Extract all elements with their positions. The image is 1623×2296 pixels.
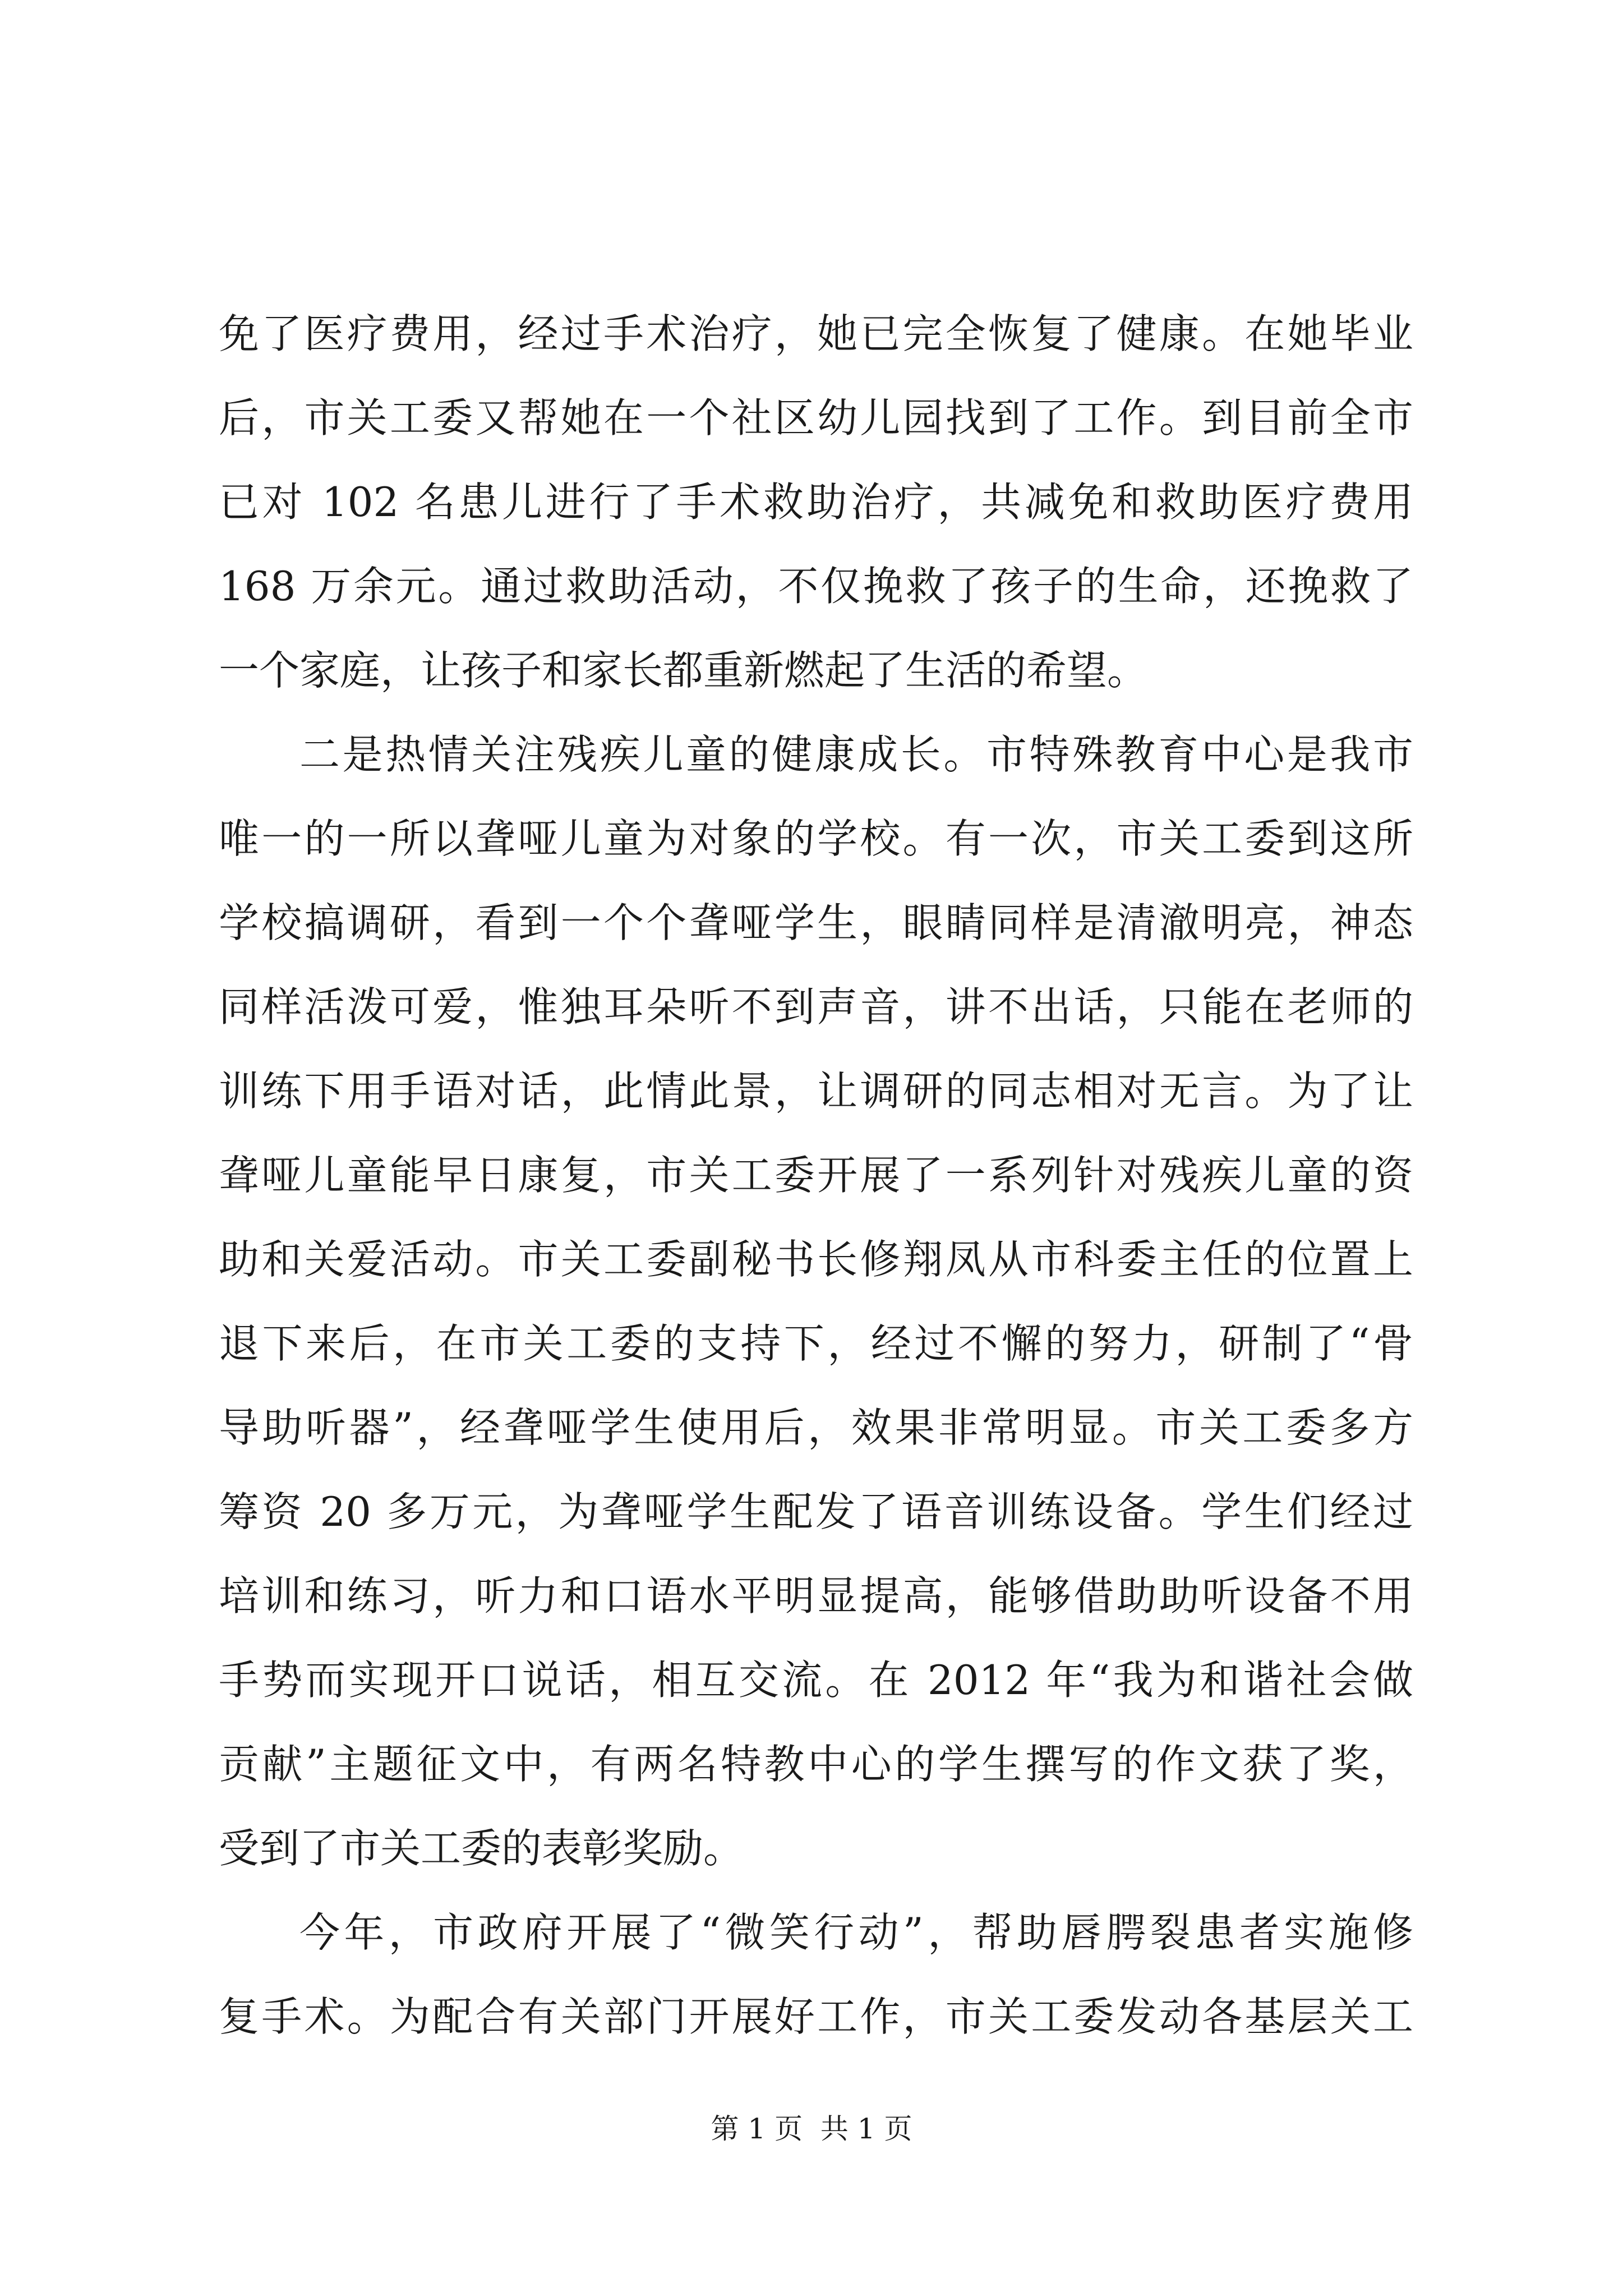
text-line: 后，市关工委又帮她在一个社区幼儿园找到了工作。到目前全市 <box>219 394 1413 441</box>
paragraph <box>219 292 1413 712</box>
text-line: 免了医疗费用，经过手术治疗，她已完全恢复了健康。在她毕业 <box>219 310 1413 357</box>
text-line: 唯一的一所以聋哑儿童为对象的学校。有一次，市关工委到这所 <box>219 815 1413 862</box>
paragraph <box>219 712 1413 1890</box>
text-line: 二是热情关注残疾儿童的健康成长。市特殊教育中心是我市 <box>299 731 1413 778</box>
text-line: 168 万余元。通过救助活动，不仅挽救了孩子的生命，还挽救了 <box>219 563 1413 610</box>
text-line: 贡献”主题征文中，有两名特教中心的学生撰写的作文获了奖， <box>219 1741 1413 1788</box>
text-line: 退下来后，在市关工委的支持下，经过不懈的努力，研制了“骨 <box>219 1320 1413 1367</box>
text-line: 助和关爱活动。市关工委副秘书长修翔凤从市科委主任的位置上 <box>219 1236 1413 1283</box>
body-text <box>219 292 1413 2059</box>
text-line: 培训和练习，听力和口语水平明显提高，能够借助助听设备不用 <box>219 1572 1413 1619</box>
paragraph <box>219 1890 1413 2059</box>
text-line: 已对 102 名患儿进行了手术救助治疗，共减免和救助医疗费用 <box>219 478 1413 526</box>
text-line: 导助听器”，经聋哑学生使用后，效果非常明显。市关工委多方 <box>219 1404 1413 1451</box>
text-line: 训练下用手语对话，此情此景，让调研的同志相对无言。为了让 <box>219 1068 1413 1115</box>
text-line: 聋哑儿童能早日康复，市关工委开展了一系列针对残疾儿童的资 <box>219 1152 1413 1199</box>
text-line: 学校搞调研，看到一个个聋哑学生，眼睛同样是清澈明亮，神态 <box>219 899 1413 946</box>
text-line: 一个家庭，让孩子和家长都重新燃起了生活的希望。 <box>219 647 1148 694</box>
text-line: 复手术。为配合有关部门开展好工作，市关工委发动各基层关工 <box>219 1993 1413 2040</box>
text-line: 筹资 20 多万元，为聋哑学生配发了语音训练设备。学生们经过 <box>219 1488 1413 1535</box>
page-number-text: 第 1 页 共 1 页 <box>711 2113 912 2145</box>
text-line: 今年，市政府开展了“微笑行动”，帮助唇腭裂患者实施修 <box>299 1909 1413 1956</box>
text-line: 受到了市关工委的表彰奖励。 <box>219 1825 744 1872</box>
text-line: 同样活泼可爱，惟独耳朵听不到声音，讲不出话，只能在老师的 <box>219 983 1413 1030</box>
page-footer <box>0 2106 1623 2147</box>
text-line: 手势而实现开口说话，相互交流。在 2012 年“我为和谐社会做 <box>219 1657 1413 1704</box>
